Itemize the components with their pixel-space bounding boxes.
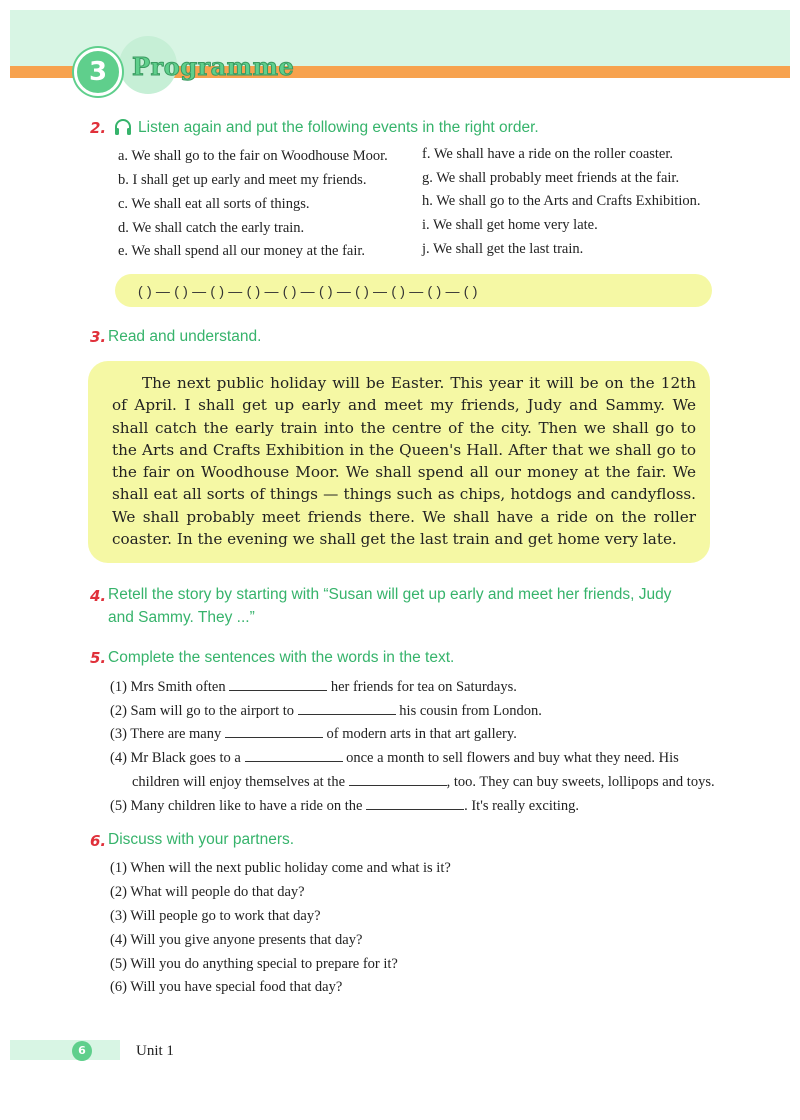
order-answer-slots[interactable]: ( ) — ( ) — ( ) — ( ) — ( ) — ( ) — ( ) — ( ) — ( ) — ( ): [138, 283, 478, 299]
page-number: 6: [72, 1041, 92, 1061]
answer-blank-6[interactable]: [366, 796, 464, 810]
section5-instruction: Complete the sentences with the words in the text.: [108, 649, 455, 666]
event-item-c: c. We shall eat all sorts of things.: [118, 196, 310, 212]
sentence-3: (3) There are many of modern arts in that art gallery.: [110, 726, 517, 742]
event-item-g: g. We shall probably meet friends at the fair.: [422, 170, 680, 186]
answer-blank-2[interactable]: [298, 701, 396, 715]
answer-blank-1[interactable]: [229, 677, 327, 691]
event-item-j: j. We shall get the last train.: [422, 241, 584, 257]
lesson-number-badge: 3: [74, 48, 122, 96]
section3-number: 3.: [90, 328, 107, 346]
sentence-2: (2) Sam will go to the airport to his cousin from London.: [110, 703, 542, 719]
answer-blank-5[interactable]: [349, 772, 447, 786]
page-title: Programme: [132, 52, 295, 81]
discussion-question-4: (4) Will you give anyone presents that day?: [110, 932, 363, 948]
section5-number: 5.: [90, 649, 107, 667]
sentence-5: (5) Many children like to have a ride on the . It's really exciting.: [110, 798, 580, 814]
event-item-a: a. We shall go to the fair on Woodhouse Moor.: [118, 148, 388, 164]
event-item-h: h. We shall go to the Arts and Crafts Exhibition.: [422, 193, 701, 209]
section4-number: 4.: [90, 587, 107, 605]
answer-blank-3[interactable]: [225, 724, 323, 738]
section2-number: 2.: [90, 119, 107, 137]
reading-passage: The next public holiday will be Easter. This year it will be on the 12th of April. I shall get up early and meet my friends, Judy and Sammy. We shall catch the early train into the centre of the city. Then we shall go to the Arts and Crafts Exhibition in the Queen's Hall. After that we shall go to the fair on Woodhouse Moor. We shall spend all our money at the fair. We shall eat all sorts of things — things such as chips, hotdogs and candyfloss. We shall probably meet friends there. We shall have a ride on the roller coaster. In the evening we shall get the last train and get home very late.: [112, 374, 696, 549]
discussion-question-2: (2) What will people do that day?: [110, 884, 305, 900]
event-item-b: b. I shall get up early and meet my friends.: [118, 172, 367, 188]
section3-instruction: Read and understand.: [108, 328, 262, 345]
section6-instruction: Discuss with your partners.: [108, 831, 295, 848]
discussion-question-3: (3) Will people go to work that day?: [110, 908, 321, 924]
sentence-4-continued: children will enjoy themselves at the , too. They can buy sweets, lollipops and toys.: [132, 774, 715, 790]
event-item-f: f. We shall have a ride on the roller coaster.: [422, 146, 674, 162]
section4-instruction-line2: and Sammy. They ...”: [108, 609, 255, 626]
footer-band: [10, 1040, 120, 1060]
section4-instruction-line1: Retell the story by starting with “Susan will get up early and meet her friends, Judy: [108, 586, 672, 603]
sentence-4: (4) Mr Black goes to a once a month to sell flowers and buy what they need. His: [110, 750, 679, 766]
event-item-e: e. We shall spend all our money at the fair.: [118, 243, 366, 259]
discussion-question-6: (6) Will you have special food that day?: [110, 979, 343, 995]
sentence-1: (1) Mrs Smith often her friends for tea on Saturdays.: [110, 679, 517, 695]
unit-label: Unit 1: [136, 1043, 174, 1059]
section2-instruction: Listen again and put the following events in the right order.: [138, 119, 539, 136]
discussion-question-1: (1) When will the next public holiday come and what is it?: [110, 860, 451, 876]
event-item-i: i. We shall get home very late.: [422, 217, 598, 233]
section6-number: 6.: [90, 832, 107, 850]
answer-blank-4[interactable]: [245, 748, 343, 762]
headphones-icon: [113, 117, 133, 137]
event-item-d: d. We shall catch the early train.: [118, 220, 305, 236]
discussion-question-5: (5) Will you do anything special to prepare for it?: [110, 956, 398, 972]
